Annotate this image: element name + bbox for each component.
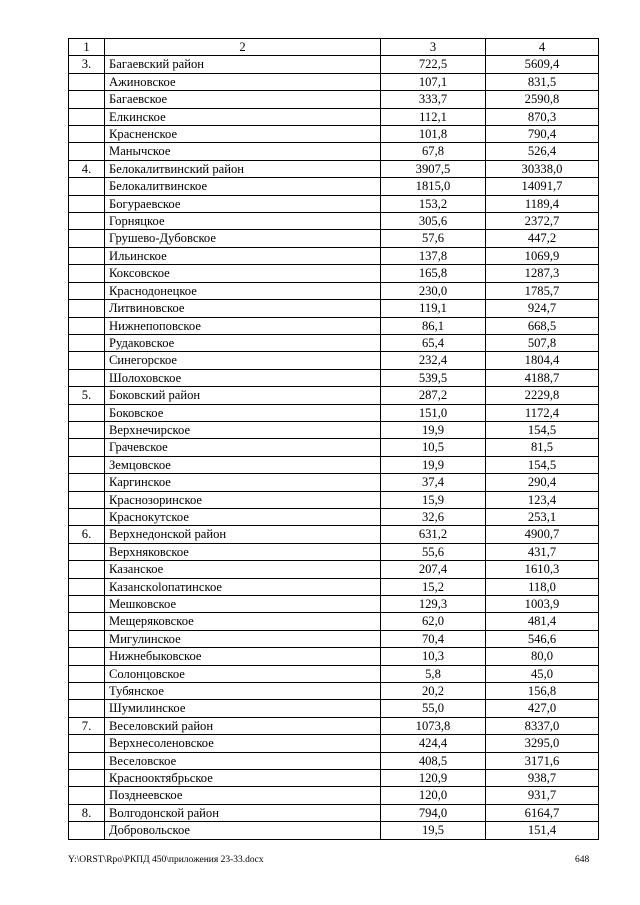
settlement-name: Шолоховское [105, 369, 381, 386]
row-number: 8. [69, 804, 105, 821]
table-row [69, 334, 599, 351]
value-col-3: 165,8 [381, 265, 486, 282]
row-number [69, 73, 105, 90]
settlement-name: Синегорское [105, 352, 381, 369]
value-col-4: 154,5 [486, 456, 599, 473]
value-col-3: 107,1 [381, 73, 486, 90]
value-col-3: 15,9 [381, 491, 486, 508]
row-number [69, 439, 105, 456]
value-col-3: 120,9 [381, 770, 486, 787]
table-row [69, 787, 599, 804]
table-row [69, 683, 599, 700]
table-row [69, 578, 599, 595]
table-body [69, 56, 599, 839]
value-col-4: 2229,8 [486, 387, 599, 404]
settlement-name: Добровольское [105, 822, 381, 839]
table-row [69, 300, 599, 317]
row-number [69, 578, 105, 595]
value-col-4: 870,3 [486, 108, 599, 125]
value-col-3: 1815,0 [381, 178, 486, 195]
settlement-name: Багаевский район [105, 56, 381, 73]
table-row [69, 735, 599, 752]
value-col-4: 1610,3 [486, 561, 599, 578]
row-number [69, 369, 105, 386]
header-cell-2: 2 [105, 39, 381, 56]
table-row [69, 126, 599, 143]
table-header [69, 39, 599, 56]
value-col-3: 631,2 [381, 526, 486, 543]
header-cell-1: 1 [69, 39, 105, 56]
settlement-name: Солонцовское [105, 665, 381, 682]
row-number: 3. [69, 56, 105, 73]
value-col-4: 1189,4 [486, 195, 599, 212]
value-col-4: 831,5 [486, 73, 599, 90]
value-col-4: 2590,8 [486, 91, 599, 108]
table-row [69, 613, 599, 630]
table-row [69, 474, 599, 491]
table-row [69, 717, 599, 734]
row-number [69, 665, 105, 682]
table-row [69, 456, 599, 473]
settlement-name: Коксовское [105, 265, 381, 282]
settlement-name: Шумилинское [105, 700, 381, 717]
settlement-name: Богураевское [105, 195, 381, 212]
table-row [69, 73, 599, 90]
table-row [69, 282, 599, 299]
table-row [69, 178, 599, 195]
value-col-4: 938,7 [486, 770, 599, 787]
settlement-name: Мигулинское [105, 630, 381, 647]
value-col-3: 15,2 [381, 578, 486, 595]
table-row [69, 700, 599, 717]
footer-file-path: Y:\ORST\Rpo\РКПД 450\приложения 23-33.docx [68, 855, 264, 865]
value-col-3: 539,5 [381, 369, 486, 386]
row-number [69, 700, 105, 717]
value-col-3: 287,2 [381, 387, 486, 404]
settlement-name: Ажиновское [105, 73, 381, 90]
table-row [69, 526, 599, 543]
settlement-name: Ильинское [105, 247, 381, 264]
row-number [69, 770, 105, 787]
value-col-4: 526,4 [486, 143, 599, 160]
value-col-4: 668,5 [486, 317, 599, 334]
row-number: 7. [69, 717, 105, 734]
table-row [69, 230, 599, 247]
value-col-3: 70,4 [381, 630, 486, 647]
value-col-4: 3171,6 [486, 752, 599, 769]
value-col-4: 431,7 [486, 543, 599, 560]
row-number [69, 561, 105, 578]
settlement-name: Елкинское [105, 108, 381, 125]
row-number: 4. [69, 160, 105, 177]
table-row [69, 752, 599, 769]
value-col-3: 333,7 [381, 91, 486, 108]
settlement-name: Красненское [105, 126, 381, 143]
row-number [69, 735, 105, 752]
settlement-name: Багаевское [105, 91, 381, 108]
settlement-name: Казанскolопатинское [105, 578, 381, 595]
value-col-4: 5609,4 [486, 56, 599, 73]
table-row [69, 665, 599, 682]
table-row [69, 160, 599, 177]
row-number [69, 213, 105, 230]
header-cell-4: 4 [486, 39, 599, 56]
row-number [69, 822, 105, 839]
settlement-name: Мешковское [105, 596, 381, 613]
value-col-4: 507,8 [486, 334, 599, 351]
table-row [69, 596, 599, 613]
value-col-3: 32,6 [381, 508, 486, 525]
row-number [69, 143, 105, 160]
settlement-name: Боковский район [105, 387, 381, 404]
value-col-3: 19,9 [381, 456, 486, 473]
value-col-4: 151,4 [486, 822, 599, 839]
row-number [69, 230, 105, 247]
row-number [69, 491, 105, 508]
table-row [69, 630, 599, 647]
settlement-name: Литвиновское [105, 300, 381, 317]
header-row [69, 39, 599, 56]
value-col-4: 156,8 [486, 683, 599, 700]
value-col-3: 65,4 [381, 334, 486, 351]
value-col-3: 230,0 [381, 282, 486, 299]
row-number [69, 613, 105, 630]
value-col-4: 481,4 [486, 613, 599, 630]
value-col-3: 153,2 [381, 195, 486, 212]
value-col-4: 790,4 [486, 126, 599, 143]
table-row [69, 404, 599, 421]
value-col-3: 137,8 [381, 247, 486, 264]
row-number [69, 265, 105, 282]
row-number [69, 352, 105, 369]
table-row [69, 213, 599, 230]
value-col-3: 3907,5 [381, 160, 486, 177]
settlement-name: Позднеевское [105, 787, 381, 804]
value-col-4: 931,7 [486, 787, 599, 804]
value-col-4: 546,6 [486, 630, 599, 647]
table-row [69, 804, 599, 821]
row-number: 5. [69, 387, 105, 404]
settlement-name: Краснозоринское [105, 491, 381, 508]
table-row [69, 648, 599, 665]
value-col-3: 151,0 [381, 404, 486, 421]
row-number [69, 404, 105, 421]
data-table [68, 38, 599, 840]
row-number [69, 195, 105, 212]
settlement-name: Манычское [105, 143, 381, 160]
value-col-4: 45,0 [486, 665, 599, 682]
settlement-name: Нижнепоповское [105, 317, 381, 334]
value-col-3: 794,0 [381, 804, 486, 821]
row-number [69, 543, 105, 560]
value-col-3: 207,4 [381, 561, 486, 578]
row-number [69, 683, 105, 700]
value-col-4: 447,2 [486, 230, 599, 247]
value-col-4: 1069,9 [486, 247, 599, 264]
value-col-4: 290,4 [486, 474, 599, 491]
settlement-name: Земцовское [105, 456, 381, 473]
value-col-3: 19,9 [381, 421, 486, 438]
row-number [69, 630, 105, 647]
row-number [69, 300, 105, 317]
value-col-4: 4900,7 [486, 526, 599, 543]
settlement-name: Боковское [105, 404, 381, 421]
table-row [69, 508, 599, 525]
value-col-3: 129,3 [381, 596, 486, 613]
settlement-name: Горняцкое [105, 213, 381, 230]
settlement-name: Тубянское [105, 683, 381, 700]
row-number [69, 508, 105, 525]
table-row [69, 352, 599, 369]
value-col-4: 4188,7 [486, 369, 599, 386]
value-col-3: 37,4 [381, 474, 486, 491]
value-col-4: 8337,0 [486, 717, 599, 734]
table-row [69, 143, 599, 160]
settlement-name: Верхнесоленовское [105, 735, 381, 752]
value-col-3: 305,6 [381, 213, 486, 230]
table-row [69, 369, 599, 386]
table-row [69, 770, 599, 787]
table-row [69, 439, 599, 456]
value-col-4: 118,0 [486, 578, 599, 595]
settlement-name: Верхнедонской район [105, 526, 381, 543]
value-col-3: 101,8 [381, 126, 486, 143]
row-number [69, 108, 105, 125]
value-col-4: 1785,7 [486, 282, 599, 299]
settlement-name: Веселовский район [105, 717, 381, 734]
settlement-name: Веселовское [105, 752, 381, 769]
value-col-4: 30338,0 [486, 160, 599, 177]
value-col-4: 14091,7 [486, 178, 599, 195]
settlement-name: Краснодонецкое [105, 282, 381, 299]
value-col-4: 123,4 [486, 491, 599, 508]
value-col-4: 1172,4 [486, 404, 599, 421]
settlement-name: Краснокутское [105, 508, 381, 525]
settlement-name: Нижнебыковское [105, 648, 381, 665]
value-col-3: 408,5 [381, 752, 486, 769]
settlement-name: Белокалитвинское [105, 178, 381, 195]
table-row [69, 421, 599, 438]
settlement-name: Грушево-Дубовское [105, 230, 381, 247]
value-col-3: 119,1 [381, 300, 486, 317]
value-col-3: 62,0 [381, 613, 486, 630]
value-col-4: 6164,7 [486, 804, 599, 821]
row-number [69, 178, 105, 195]
settlement-name: Верхняковское [105, 543, 381, 560]
value-col-4: 1804,4 [486, 352, 599, 369]
table-row [69, 91, 599, 108]
value-col-3: 722,5 [381, 56, 486, 73]
value-col-3: 20,2 [381, 683, 486, 700]
row-number [69, 91, 105, 108]
settlement-name: Верхнечирское [105, 421, 381, 438]
table-row [69, 387, 599, 404]
value-col-4: 3295,0 [486, 735, 599, 752]
row-number [69, 421, 105, 438]
settlement-name: Краснооктябрьское [105, 770, 381, 787]
row-number [69, 648, 105, 665]
value-col-4: 1287,3 [486, 265, 599, 282]
row-number [69, 282, 105, 299]
value-col-3: 232,4 [381, 352, 486, 369]
header-cell-3: 3 [381, 39, 486, 56]
settlement-name: Рудаковское [105, 334, 381, 351]
row-number [69, 596, 105, 613]
row-number [69, 247, 105, 264]
value-col-3: 10,5 [381, 439, 486, 456]
value-col-3: 5,8 [381, 665, 486, 682]
table-row [69, 108, 599, 125]
settlement-name: Волгодонской район [105, 804, 381, 821]
table-row [69, 195, 599, 212]
value-col-3: 57,6 [381, 230, 486, 247]
table-row [69, 543, 599, 560]
table-row [69, 561, 599, 578]
table-row [69, 491, 599, 508]
settlement-name: Белокалитвинский район [105, 160, 381, 177]
footer-page-number: 648 [575, 855, 590, 865]
value-col-4: 924,7 [486, 300, 599, 317]
value-col-4: 427,0 [486, 700, 599, 717]
table-row [69, 822, 599, 839]
table-row [69, 56, 599, 73]
value-col-3: 86,1 [381, 317, 486, 334]
value-col-3: 112,1 [381, 108, 486, 125]
table-row [69, 265, 599, 282]
value-col-3: 55,0 [381, 700, 486, 717]
settlement-name: Мещеряковское [105, 613, 381, 630]
value-col-4: 154,5 [486, 421, 599, 438]
value-col-4: 2372,7 [486, 213, 599, 230]
row-number [69, 474, 105, 491]
value-col-3: 120,0 [381, 787, 486, 804]
table-row [69, 247, 599, 264]
row-number [69, 334, 105, 351]
value-col-3: 55,6 [381, 543, 486, 560]
settlement-name: Казанское [105, 561, 381, 578]
value-col-4: 253,1 [486, 508, 599, 525]
row-number [69, 752, 105, 769]
value-col-3: 19,5 [381, 822, 486, 839]
value-col-3: 67,8 [381, 143, 486, 160]
row-number [69, 456, 105, 473]
value-col-3: 1073,8 [381, 717, 486, 734]
table-row [69, 317, 599, 334]
value-col-4: 81,5 [486, 439, 599, 456]
value-col-4: 80,0 [486, 648, 599, 665]
value-col-3: 424,4 [381, 735, 486, 752]
row-number [69, 126, 105, 143]
value-col-4: 1003,9 [486, 596, 599, 613]
value-col-3: 10,3 [381, 648, 486, 665]
row-number: 6. [69, 526, 105, 543]
row-number [69, 787, 105, 804]
settlement-name: Грачевское [105, 439, 381, 456]
settlement-name: Каргинское [105, 474, 381, 491]
row-number [69, 317, 105, 334]
